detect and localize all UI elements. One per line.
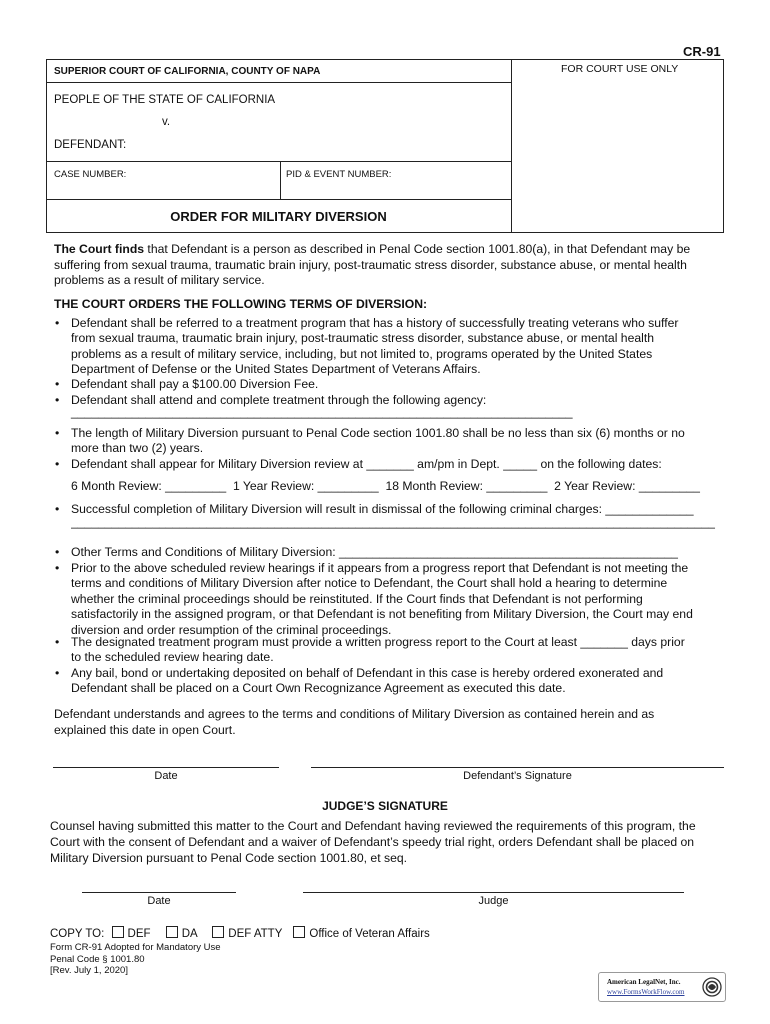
finding-lead: The Court finds [54, 242, 145, 256]
footer-penal-code: Penal Code § 1001.80 [50, 953, 145, 965]
finding-line-2: suffering from sexual trauma, traumatic brain injury, post-traumatic stress disorder, substance abuse, or mental health [54, 257, 687, 272]
case-number-label: CASE NUMBER: [54, 169, 127, 180]
agreement-line-1: Defendant understands and agrees to the terms and conditions of Military Diversion as contained herein and as [54, 707, 655, 721]
term-progress-line-1: The designated treatment program must provide a written progress report to the Court at least _______ days prior [71, 635, 685, 649]
copy-to-label: COPY TO: [50, 928, 105, 940]
orders-heading: THE COURT ORDERS THE FOLLOWING TERMS OF DIVERSION: [54, 297, 428, 311]
court-finding [54, 242, 724, 289]
dismissal-blank[interactable]: _______________________________________________________________________________________________ [71, 515, 715, 530]
counsel-paragraph [50, 818, 730, 866]
defendant-signature-label: Defendant’s Signature [463, 770, 572, 782]
footer-revision: [Rev. July 1, 2020] [50, 965, 128, 976]
bullet: • [55, 502, 60, 516]
term-review-text: Defendant shall appear for Military Diversion review at _______ am/pm in Dept. _____ on the following dates: [71, 457, 662, 471]
judge-signature-line[interactable] [303, 892, 684, 893]
logo-url[interactable]: www.FormsWorkFlow.com [607, 988, 685, 996]
court-use-label: FOR COURT USE ONLY [561, 63, 679, 75]
pid-event-label: PID & EVENT NUMBER: [286, 169, 392, 180]
copy-da-checkbox[interactable] [166, 926, 178, 938]
copy-va-label: Office of Veteran Affairs [309, 928, 430, 940]
review-dates [71, 479, 700, 495]
agency-blank[interactable]: __________________________________________________________________________ [71, 405, 573, 420]
term-fee-text: Defendant shall pay a $100.00 Diversion Fee. [71, 377, 319, 391]
bullet: • [55, 635, 60, 649]
bullet: • [55, 426, 60, 440]
term-referral-line-3: problems as a result of military service, including, but not limited to, programs operated by the United States [71, 346, 653, 361]
caption-divider [511, 59, 512, 233]
review-1-year[interactable]: 1 Year Review: _________ [232, 479, 379, 493]
term-referral-line-1: Defendant shall be referred to a treatment program that has a history of successfully treating veterans who suffer [71, 316, 679, 330]
footer-adopted: Form CR-91 Adopted for Mandatory Use [50, 942, 221, 953]
term-other-text[interactable]: Other Terms and Conditions of Military Diversion: __________________________________________________ [71, 545, 678, 559]
copy-def-label: DEF [127, 928, 151, 940]
finding-line-3: problems as a result of military service. [54, 273, 265, 288]
term-dismissal-text[interactable]: Successful completion of Military Diversion will result in dismissal of the following criminal charges: _____________ [71, 502, 694, 516]
term-hearing-line-5: diversion and order resumption of the criminal proceedings. [71, 622, 392, 637]
publisher-logo [598, 972, 726, 1002]
judge-signature-heading: JUDGE’S SIGNATURE [322, 799, 448, 813]
judge-date-line[interactable] [82, 892, 236, 893]
copy-va-checkbox[interactable] [293, 926, 305, 938]
copy-to-row [50, 926, 430, 940]
people-label: PEOPLE OF THE STATE OF CALIFORNIA [54, 94, 276, 106]
judge-date-label: Date [147, 895, 171, 907]
counsel-line-2: Court with the consent of Defendant and a waiver of Defendant’s speedy trial right, orders Defendant shall be placed on [50, 835, 695, 849]
bullet: • [55, 457, 60, 471]
bullet: • [55, 393, 60, 407]
agreement-paragraph [54, 707, 724, 738]
counsel-line-3: Military Diversion pursuant to Penal Code section 1001.80, et seq. [50, 851, 408, 865]
term-agency-text: Defendant shall attend and complete treatment through the following agency: [71, 393, 487, 407]
bullet: • [55, 316, 60, 330]
review-6-month[interactable]: 6 Month Review: _________ [71, 479, 227, 493]
term-progress-line-2: to the scheduled review hearing date. [71, 650, 274, 665]
case-number-top-rule [46, 161, 512, 162]
term-hearing-line-4: satisfactorily in the assigned program, or that Defendant is not benefiting from Military Diversion, the Court may end [71, 607, 693, 622]
defendant-date-line[interactable] [53, 767, 279, 768]
page-title: ORDER FOR MILITARY DIVERSION [170, 209, 387, 224]
form-footer [50, 942, 221, 977]
term-length-line-2: more than two (2) years. [71, 441, 204, 456]
term-length-line-1: The length of Military Diversion pursuant to Penal Code section 1001.80 shall be no less than six (6) months or no [71, 426, 685, 440]
review-18-month[interactable]: 18 Month Review: _________ [385, 479, 548, 493]
case-number-bottom-rule [46, 199, 512, 200]
bullet: • [55, 666, 60, 680]
logo-emblem-icon [702, 977, 722, 997]
bullet: • [55, 545, 60, 559]
defendant-signature-line[interactable] [311, 767, 724, 768]
defendant-date-label: Date [154, 770, 178, 782]
court-name: SUPERIOR COURT OF CALIFORNIA, COUNTY OF NAPA [54, 66, 321, 77]
copy-def-checkbox[interactable] [112, 926, 124, 938]
court-name-rule [46, 82, 512, 83]
finding-line-1: that Defendant is a person as described in Penal Code section 1001.80(a), in that Defendant may be [144, 242, 691, 256]
judge-label: Judge [478, 895, 509, 907]
review-2-year[interactable]: 2 Year Review: _________ [554, 479, 700, 493]
defendant-label: DEFENDANT: [54, 139, 127, 151]
copy-def-atty-checkbox[interactable] [212, 926, 224, 938]
term-referral-line-4: Department of Defense or the United States Department of Veterans Affairs. [71, 362, 481, 377]
copy-da-label: DA [181, 928, 198, 940]
caption-box [46, 59, 724, 233]
versus-label: v. [162, 116, 171, 128]
form-code: CR-91 [683, 44, 721, 59]
term-hearing-line-2: terms and conditions of Military Diversion after notice to Defendant, the Court shall hold a hearing to determine [71, 576, 668, 591]
bullet: • [55, 561, 60, 575]
logo-name: American LegalNet, Inc. [607, 978, 681, 986]
term-bail-line-2: Defendant shall be placed on a Court Own Recognizance Agreement as executed this date. [71, 681, 566, 696]
bullet: • [55, 377, 60, 391]
counsel-line-1: Counsel having submitted this matter to the Court and Defendant having reviewed the requirements of this program, the [50, 819, 696, 833]
term-hearing-line-1: Prior to the above scheduled review hearings if it appears from a progress report that Defendant is not meeting the [71, 561, 689, 575]
agreement-line-2: explained this date in open Court. [54, 722, 236, 737]
term-bail-line-1: Any bail, bond or undertaking deposited on behalf of Defendant in this case is hereby ordered exonerated and [71, 666, 664, 680]
copy-def-atty-label: DEF ATTY [228, 928, 283, 940]
case-pid-divider [280, 161, 281, 199]
term-referral-line-2: from sexual trauma, traumatic brain injury, post-traumatic stress disorder, substance abuse, or mental health [71, 331, 654, 346]
term-hearing-line-3: whether the criminal proceedings should be reinstituted. If the Court finds that Defendant is not performing [71, 591, 643, 606]
